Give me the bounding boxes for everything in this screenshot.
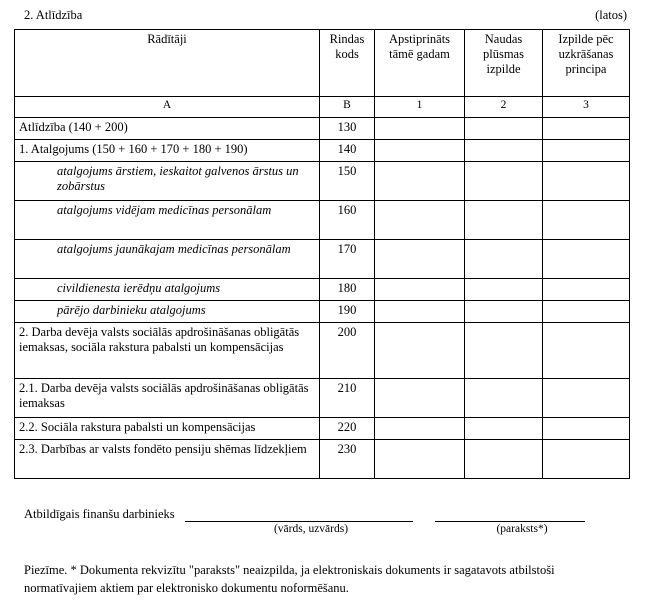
cell-accrual[interactable] [543, 323, 630, 379]
row-code: 190 [320, 301, 375, 323]
cell-approved[interactable] [375, 323, 465, 379]
table-row [15, 301, 630, 323]
row-code: 220 [320, 418, 375, 440]
cell-cash-flow[interactable] [465, 418, 543, 440]
cell-approved[interactable] [375, 201, 465, 240]
table-row [15, 323, 630, 379]
row-code: 140 [320, 140, 375, 162]
table-row [15, 418, 630, 440]
table-row [15, 118, 630, 140]
row-code: 210 [320, 379, 375, 418]
cell-accrual[interactable] [543, 418, 630, 440]
cell-approved[interactable] [375, 301, 465, 323]
row-indicator: 2. Darba devēja valsts sociālās apdrošināšanas obligātās iemaksas, sociāla rakstura pabalsti un kompensācijas [15, 323, 320, 379]
cell-cash-flow[interactable] [465, 301, 543, 323]
cell-approved[interactable] [375, 279, 465, 301]
table-row [15, 379, 630, 418]
cell-cash-flow[interactable] [465, 279, 543, 301]
cell-cash-flow[interactable] [465, 323, 543, 379]
remuneration-table [14, 29, 630, 479]
cell-accrual[interactable] [543, 140, 630, 162]
column-label-2: 2 [465, 97, 543, 118]
row-code: 180 [320, 279, 375, 301]
cell-accrual[interactable] [543, 240, 630, 279]
cell-approved[interactable] [375, 418, 465, 440]
signature-name-caption: (vārds, uzvārds) [273, 523, 349, 535]
cell-accrual[interactable] [543, 279, 630, 301]
row-code: 150 [320, 162, 375, 201]
row-indicator: 2.1. Darba devēja valsts sociālās apdrošināšanas obligātās iemaksas [15, 379, 320, 418]
table-row [15, 162, 630, 201]
column-header-approved: Apstiprināts tāmē gadam [375, 30, 465, 97]
cell-approved[interactable] [375, 240, 465, 279]
row-indicator: atalgojums jaunākajam medicīnas personālam [15, 240, 320, 279]
signature-block [14, 507, 631, 535]
table-row [15, 440, 630, 479]
signature-sign-field[interactable] [435, 509, 585, 522]
table-row [15, 201, 630, 240]
cell-accrual[interactable] [543, 201, 630, 240]
cell-approved[interactable] [375, 140, 465, 162]
row-code: 160 [320, 201, 375, 240]
column-label-3: 3 [543, 97, 630, 118]
table-header-row [15, 30, 630, 97]
row-indicator: 1. Atalgojums (150 + 160 + 170 + 180 + 190) [15, 140, 320, 162]
signature-sign-caption: (paraksts*) [496, 523, 548, 535]
cell-accrual[interactable] [543, 301, 630, 323]
column-label-a: A [15, 97, 320, 118]
cell-cash-flow[interactable] [465, 440, 543, 479]
cell-cash-flow[interactable] [465, 140, 543, 162]
cell-cash-flow[interactable] [465, 162, 543, 201]
row-indicator: Atlīdzība (140 + 200) [15, 118, 320, 140]
cell-approved[interactable] [375, 440, 465, 479]
cell-accrual[interactable] [543, 162, 630, 201]
signature-name-field[interactable] [185, 509, 413, 522]
cell-cash-flow[interactable] [465, 379, 543, 418]
row-code: 170 [320, 240, 375, 279]
cell-cash-flow[interactable] [465, 118, 543, 140]
column-label-b: B [320, 97, 375, 118]
cell-approved[interactable] [375, 118, 465, 140]
row-indicator: pārējo darbinieku atalgojums [15, 301, 320, 323]
cell-approved[interactable] [375, 379, 465, 418]
column-header-cash-flow: Naudas plūsmas izpilde [465, 30, 543, 97]
section-title: 2. Atlīdzība [24, 8, 83, 22]
cell-cash-flow[interactable] [465, 201, 543, 240]
cell-cash-flow[interactable] [465, 240, 543, 279]
currency-note: (latos) [595, 8, 627, 22]
row-code: 230 [320, 440, 375, 479]
signature-label: Atbildīgais finanšu darbinieks [24, 507, 175, 521]
row-indicator: 2.2. Sociāla rakstura pabalsti un kompensācijas [15, 418, 320, 440]
table-row [15, 279, 630, 301]
column-header-row-code: Rindas kods [320, 30, 375, 97]
table-column-label-row [15, 97, 630, 118]
column-header-accrual: Izpilde pēc uzkrāšanas principa [543, 30, 630, 97]
row-indicator: civildienesta ierēdņu atalgojums [15, 279, 320, 301]
footnote: Piezīme. * Dokumenta rekvizītu "paraksts" neaizpilda, ja elektroniskais dokuments ir sagatavots atbilstoši normatīvajiem aktiem par elektronisko dokumentu noformēšanu. [24, 563, 555, 596]
row-indicator: 2.3. Darbības ar valsts fondēto pensiju shēmas līdzekļiem [15, 440, 320, 479]
table-row [15, 240, 630, 279]
row-indicator: atalgojums ārstiem, ieskaitot galvenos ārstus un zobārstus [15, 162, 320, 201]
signature-captions [24, 523, 631, 535]
column-label-1: 1 [375, 97, 465, 118]
cell-approved[interactable] [375, 162, 465, 201]
cell-accrual[interactable] [543, 118, 630, 140]
row-indicator: atalgojums vidējam medicīnas personālam [15, 201, 320, 240]
cell-accrual[interactable] [543, 379, 630, 418]
document-header [14, 8, 631, 23]
table-row [15, 140, 630, 162]
signature-line-row [24, 507, 631, 522]
row-code: 200 [320, 323, 375, 379]
cell-accrual[interactable] [543, 440, 630, 479]
row-code: 130 [320, 118, 375, 140]
column-header-indicators: Rādītāji [15, 30, 320, 97]
